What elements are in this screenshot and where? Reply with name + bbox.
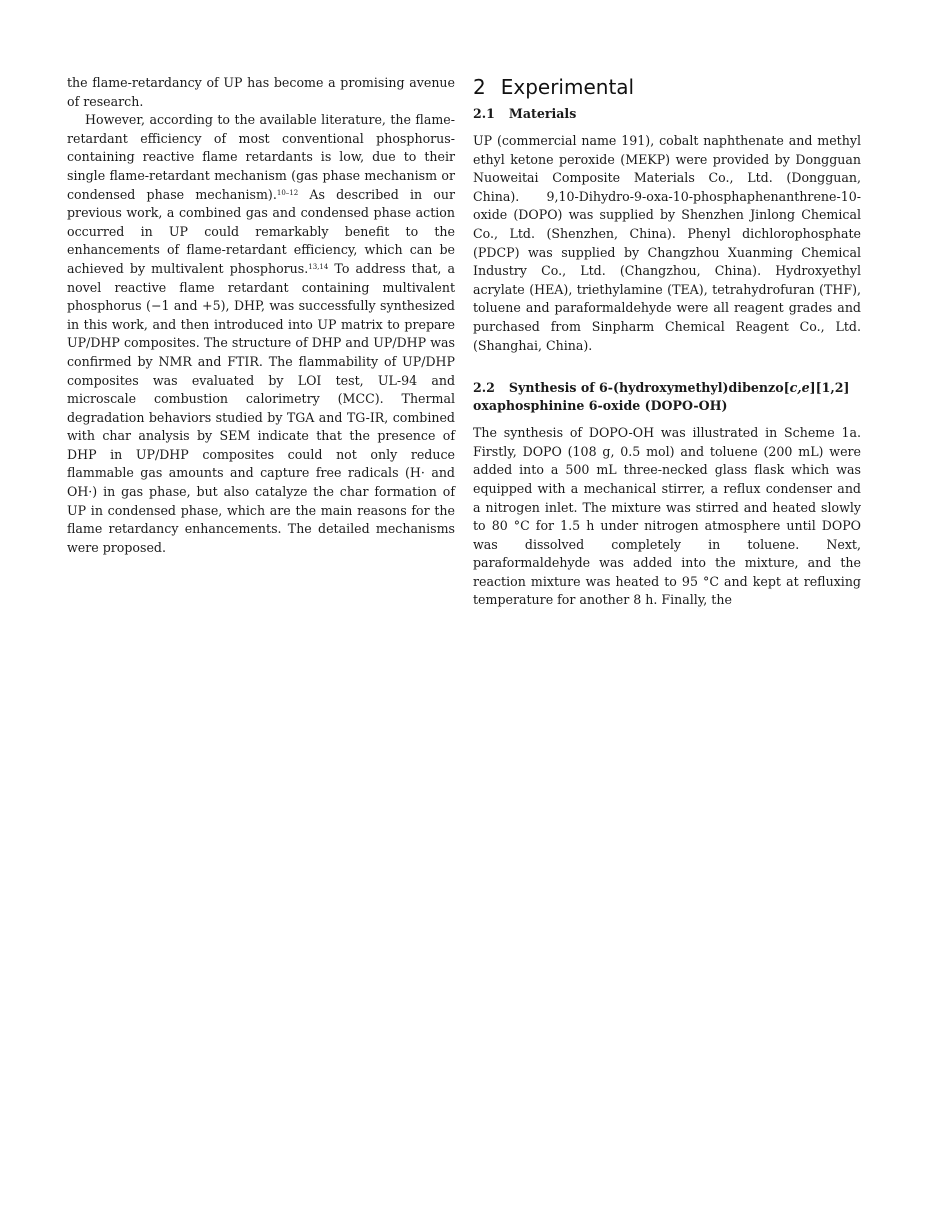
subsection-heading-materials	[473, 105, 861, 123]
section-title: Experimental	[500, 75, 635, 99]
subsection-title-part2: ][1,2] oxaphosphinine 6-oxide (DOPO-OH)	[473, 380, 850, 414]
subsection-title-italic: c,e	[789, 380, 810, 396]
citation-10-12: 10–12	[276, 188, 299, 197]
subsection-title: Materials	[508, 106, 577, 121]
intro-paragraph	[67, 111, 455, 557]
section-heading-experimental	[473, 74, 861, 100]
intro-text-3: To address that, a novel reactive flame retardant containing multivalent phosphorus (−1 and +5), DHP, was successfully synthesized in this work, and then introduced into UP matrix to prepare UP/DHP composites. The structure of DHP and UP/DHP was confirmed by NMR and FTIR. The flammability of UP/DHP composites was evaluated by LOI test, UL-94 and microscale combustion calorimetry (MCC). Thermal degradation behaviors studied by TGA and TG-IR, combined with char analysis by SEM indicate that the presence of DHP in UP/DHP composites could not only reduce flammable gas amounts and capture free radicals (H· and OH·) in gas phase, but also catalyze the char formation of UP in condensed phase, which are the main reasons for the flame retardancy enhancements. The detailed mechanisms were proposed.	[67, 260, 455, 555]
subsection-heading-synthesis	[473, 379, 861, 415]
subsection-title-part1: Synthesis of 6-(hydroxymethyl)dibenzo[	[508, 380, 790, 396]
subsection-number: 2.2	[473, 380, 495, 396]
materials-paragraph: UP (commercial name 191), cobalt naphthenate and methyl ethyl ketone peroxide (MEKP) were provided by Dongguan Nuoweitai Composite Materials Co., Ltd. (Dongguan, China). 9,10-Dihydro-9-oxa-10-phosphaphenanthrene-10-oxide (DOPO) was supplied by Shenzhen Jinlong Chemical Co., Ltd. (Shenzhen, China). Phenyl dichlorophosphate (PDCP) was supplied by Changzhou Xuanming Chemical Industry Co., Ltd. (Changzhou, China). Hydroxyethyl acrylate (HEA), triethylamine (TEA), tetrahydrofuran (THF), toluene and paraformaldehyde were all reagent grades and purchased from Sinpharm Chemical Reagent Co., Ltd. (Shanghai, China).	[473, 133, 861, 353]
intro-paragraph-end: the flame-retardancy of UP has become a promising avenue of research.	[67, 75, 455, 109]
synthesis-paragraph: The synthesis of DOPO-OH was illustrated in Scheme 1a. Firstly, DOPO (108 g, 0.5 mol) and toluene (200 mL) were added into a 500 mL three-necked glass flask which was equipped with a mechanical stirrer, a reflux condenser and a nitrogen inlet. The mixture was stirred and heated slowly to 80 °C for 1.5 h under nitrogen atmosphere until DOPO was dissolved completely in toluene. Next, paraformaldehyde was added into the mixture, and the reaction mixture was heated to 95 °C and kept at refluxing temperature for another 8 h. Finally, the	[473, 425, 861, 608]
left-column	[67, 74, 455, 557]
citation-13-14: 13,14	[308, 262, 329, 271]
section-number: 2	[473, 75, 486, 99]
right-column	[473, 74, 861, 610]
intro-text-1: However, according to the available literature, the flame-retardant efficiency of most conventional phosphorus-containing reactive flame retardants is low, due to their single flame-retardant mechanism (gas phase mechanism or condensed phase mechanism).	[67, 112, 455, 202]
intro-text-2: As described in our previous work, a combined gas and condensed phase action occurred in UP could remarkably benefit to the enhancements of flame-retardant efficiency, which can be achieved by multivalent phosphorus.	[67, 186, 456, 276]
subsection-number: 2.1	[473, 106, 495, 121]
